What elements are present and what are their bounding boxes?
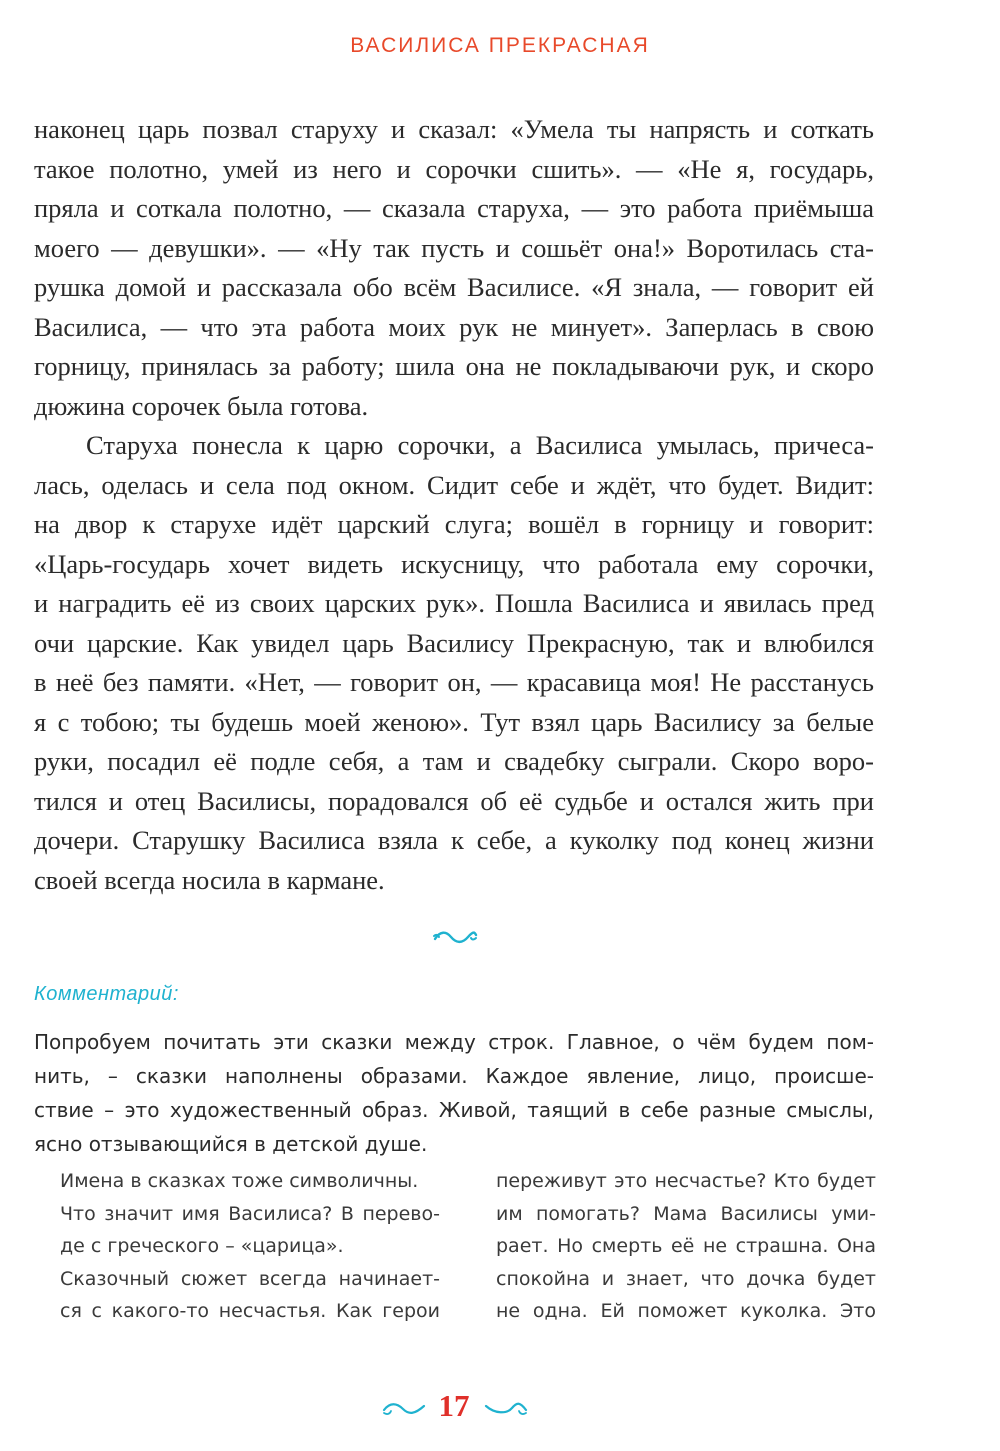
story-line: руки, посадил её подле себя, а там и свадебку сыграли. Скоро воро-	[34, 746, 874, 776]
story-line: своей всегда носила в кармане.	[34, 864, 385, 895]
column-line: де с греческого – «царица».	[60, 1235, 344, 1257]
swirl-left-icon	[382, 1398, 426, 1418]
story-line: лась, оделась и села под окном. Сидит себе и ждёт, что будет. Видит:	[34, 469, 874, 500]
comment-line: ствие – это художественный образ. Живой, таящий в себе разные смыслы,	[34, 1098, 874, 1122]
story-line: на двор к старухе идёт царский слуга; вошёл в горницу и говорит:	[34, 509, 874, 539]
story-line: такое полотно, умей из него и сорочки сшить». — «Не я, государь,	[34, 153, 874, 184]
column-line: ся с какого-то несчастья. Как герои	[60, 1300, 440, 1322]
wave-ornament-icon	[432, 926, 478, 948]
story-line: моего — девушки». — «Ну так пусть и сошьёт она!» Воротилась ста-	[34, 232, 874, 263]
story-text	[34, 110, 874, 900]
comment-line: нить, – сказки наполнены образами. Каждое явление, лицо, происше-	[34, 1064, 874, 1088]
story-line: пряла и соткала полотно, — сказала старуха, — это работа приёмыша	[34, 193, 874, 223]
comment-left-column	[60, 1165, 440, 1328]
column-line: переживут это несчастье? Кто будет	[496, 1170, 876, 1192]
swirl-right-icon	[484, 1398, 528, 1418]
comment-line: ясно отзывающийся в детской душе.	[34, 1132, 428, 1156]
column-line: не одна. Ей поможет куколка. Это	[496, 1300, 876, 1322]
comment-label: Комментарий:	[34, 983, 179, 1005]
column-line: спокойна и знает, что дочка будет	[496, 1267, 876, 1290]
story-line: тился и отец Василисы, порадовался об её судьбе и остался жить при	[34, 785, 874, 816]
story-line: очи царские. Как увидел царь Василису Прекрасную, так и влюбился	[34, 627, 874, 658]
column-line: рает. Но смерть её не страшна. Она	[496, 1235, 876, 1257]
story-line: горницу, принялась за работу; шила она не покладываючи рук, и скоро	[34, 351, 874, 381]
story-line: наконец царь позвал старуху и сказал: «Умела ты напрясть и соткать	[34, 114, 874, 144]
story-line: я с тобою; ты будешь моей женою». Тут взял царь Василису за белые	[34, 706, 874, 737]
story-line: Старуха понесла к царю сорочки, а Василиса умылась, причеса-	[86, 430, 874, 460]
story-line: Василиса, — что эта работа моих рук не минует». Заперлась в свою	[34, 311, 874, 342]
column-line: Что значит имя Василиса? В перево-	[60, 1202, 440, 1225]
story-line: «Царь-государь хочет видеть искусницу, что работала ему сорочки,	[34, 548, 874, 579]
comment-right-column	[496, 1165, 876, 1328]
running-header: ВАСИЛИСА ПРЕКРАСНАЯ	[350, 34, 650, 57]
comment-line: Попробуем почитать эти сказки между строк. Главное, о чём будем пом-	[34, 1030, 874, 1054]
story-line: и наградить её из своих царских рук». Пошла Василиса и явилась пред	[34, 588, 874, 618]
story-line: дюжина сорочек была готова.	[34, 390, 369, 421]
column-line: Сказочный сюжет всегда начинает-	[60, 1267, 440, 1290]
column-line: Имена в сказках тоже символичны.	[60, 1170, 419, 1192]
page-footer	[0, 1388, 1000, 1432]
page-number: 17	[438, 1388, 470, 1423]
story-line: рушка домой и рассказала обо всём Василисе. «Я знала, — говорит ей	[34, 272, 874, 302]
story-line: в неё без памяти. «Нет, — говорит он, — красавица моя! Не расстанусь	[34, 667, 874, 697]
column-line: им помогать? Мама Василисы уми-	[496, 1202, 876, 1225]
story-line: дочери. Старушку Василиса взяла к себе, а куколку под конец жизни	[34, 825, 874, 855]
comment-intro	[34, 1025, 874, 1161]
